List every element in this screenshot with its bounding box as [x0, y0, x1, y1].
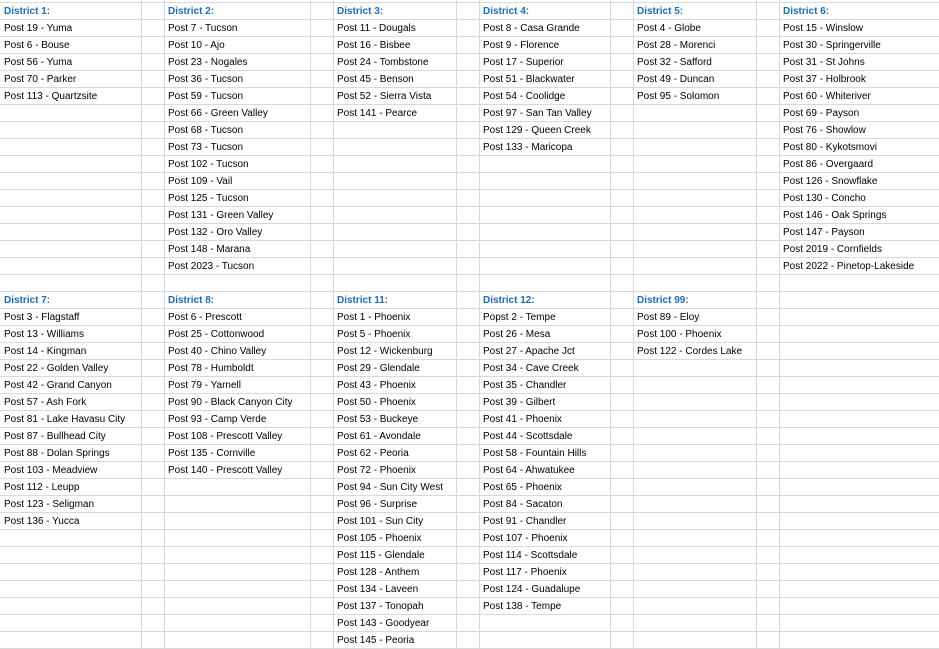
post-cell[interactable]: Post 58 - Fountain Hills [483, 448, 587, 459]
post-cell[interactable]: Post 34 - Cave Creek [483, 363, 579, 374]
post-cell[interactable]: Post 88 - Dolan Springs [4, 448, 110, 459]
district-header[interactable]: District 4: [483, 6, 530, 17]
post-cell[interactable]: Post 36 - Tucson [168, 74, 244, 85]
post-cell[interactable]: Post 35 - Chandler [483, 380, 567, 391]
post-cell[interactable]: Post 25 - Cottonwood [168, 329, 265, 340]
district-header[interactable]: District 99: [637, 295, 689, 306]
post-cell[interactable]: Post 94 - Sun City West [337, 482, 443, 493]
post-cell[interactable]: Post 60 - Whiteriver [783, 91, 871, 102]
post-cell[interactable]: Post 114 - Scottsdale [483, 550, 578, 561]
post-cell[interactable]: Post 125 - Tucson [168, 193, 249, 204]
post-cell[interactable]: Post 123 - Seligman [4, 499, 95, 510]
post-cell[interactable]: Post 136 - Yucca [4, 516, 80, 527]
post-cell[interactable]: Post 124 - Guadalupe [483, 584, 581, 595]
post-cell[interactable]: Post 108 - Prescott Valley [168, 431, 283, 442]
post-cell[interactable]: Post 132 - Oro Valley [168, 227, 263, 238]
post-cell[interactable]: Post 30 - Springerville [783, 40, 881, 51]
post-cell[interactable]: Post 4 - Globe [637, 23, 701, 34]
post-cell[interactable]: Post 95 - Solomon [637, 91, 720, 102]
district-header[interactable]: District 7: [4, 295, 51, 306]
post-cell[interactable]: Post 117 - Phoenix [483, 567, 567, 578]
post-cell[interactable]: Post 135 - Cornville [168, 448, 256, 459]
post-cell[interactable]: Post 5 - Phoenix [337, 329, 411, 340]
post-cell[interactable]: Post 147 - Payson [783, 227, 865, 238]
post-cell[interactable]: Post 78 - Humboldt [168, 363, 254, 374]
post-cell[interactable]: Post 39 - Gilbert [483, 397, 556, 408]
post-cell[interactable]: Post 145 - Peoria [337, 635, 415, 646]
post-cell[interactable]: Post 31 - St Johns [783, 57, 865, 68]
post-cell[interactable]: Post 23 - Nogales [168, 57, 248, 68]
post-cell[interactable]: Post 128 - Anthem [337, 567, 420, 578]
post-cell[interactable]: Post 146 - Oak Springs [783, 210, 887, 221]
post-cell[interactable]: Post 10 - Ajo [168, 40, 225, 51]
post-cell[interactable]: Post 107 - Phoenix [483, 533, 568, 544]
post-cell[interactable]: Post 37 - Holbrook [783, 74, 866, 85]
district-header[interactable]: District 1: [4, 6, 51, 17]
district-header[interactable]: District 2: [168, 6, 215, 17]
post-cell[interactable]: Post 49 - Duncan [637, 74, 715, 85]
post-cell[interactable]: Post 43 - Phoenix [337, 380, 416, 391]
post-cell[interactable]: Post 90 - Black Canyon City [168, 397, 293, 408]
post-cell[interactable]: Post 103 - Meadview [4, 465, 98, 476]
post-cell[interactable]: Post 69 - Payson [783, 108, 860, 119]
post-cell[interactable]: Post 56 - Yuma [4, 57, 73, 68]
post-cell[interactable]: Post 72 - Phoenix [337, 465, 416, 476]
post-cell[interactable]: Post 59 - Tucson [168, 91, 244, 102]
post-cell[interactable]: Post 7 - Tucson [168, 23, 238, 34]
post-cell[interactable]: Post 13 - Williams [4, 329, 85, 340]
post-cell[interactable]: Post 62 - Peoria [337, 448, 409, 459]
post-cell[interactable]: Post 29 - Glendale [337, 363, 420, 374]
post-cell[interactable]: Post 6 - Prescott [168, 312, 242, 323]
post-cell[interactable]: Post 53 - Buckeye [337, 414, 419, 425]
post-cell[interactable]: Post 32 - Safford [637, 57, 712, 68]
post-cell[interactable]: Post 101 - Sun City [337, 516, 424, 527]
post-cell[interactable]: Post 17 - Superior [483, 57, 564, 68]
post-cell[interactable]: Post 76 - Showlow [783, 125, 866, 136]
post-cell[interactable]: Post 70 - Parker [4, 74, 77, 85]
post-cell[interactable]: Post 138 - Tempe [483, 601, 562, 612]
post-cell[interactable]: Post 91 - Chandler [483, 516, 567, 527]
post-cell[interactable]: Post 109 - Vail [168, 176, 233, 187]
post-cell[interactable]: Post 80 - Kykotsmovi [783, 142, 877, 153]
post-cell[interactable]: Post 54 - Coolidge [483, 91, 566, 102]
district-header[interactable]: District 5: [637, 6, 684, 17]
post-cell[interactable]: Post 84 - Sacaton [483, 499, 563, 510]
post-cell[interactable]: Post 2023 - Tucson [168, 261, 255, 272]
post-cell[interactable]: Post 89 - Eloy [637, 312, 700, 323]
post-cell[interactable]: Post 81 - Lake Havasu City [4, 414, 126, 425]
post-cell[interactable]: Post 143 - Goodyear [337, 618, 430, 629]
post-cell[interactable]: Post 68 - Tucson [168, 125, 244, 136]
post-cell[interactable]: Post 133 - Maricopa [483, 142, 573, 153]
post-cell[interactable]: Post 134 - Laveen [337, 584, 419, 595]
post-cell[interactable]: Post 51 - Blackwater [483, 74, 575, 85]
post-cell[interactable]: Post 2022 - Pinetop-Lakeside [783, 261, 915, 272]
post-cell[interactable]: Post 44 - Scottsdale [483, 431, 573, 442]
post-cell[interactable]: Post 57 - Ash Fork [4, 397, 87, 408]
post-cell[interactable]: Post 122 - Cordes Lake [637, 346, 743, 357]
post-cell[interactable]: Post 15 - Winslow [783, 23, 864, 34]
post-cell[interactable]: Post 19 - Yuma [4, 23, 73, 34]
post-cell[interactable]: Post 64 - Ahwatukee [483, 465, 575, 476]
post-cell[interactable]: Post 115 - Glendale [337, 550, 425, 561]
post-cell[interactable]: Post 105 - Phoenix [337, 533, 422, 544]
post-cell[interactable]: Post 6 - Bouse [4, 40, 70, 51]
district-header[interactable]: District 6: [783, 6, 830, 17]
district-header[interactable]: District 3: [337, 6, 384, 17]
post-cell[interactable]: Post 130 - Concho [783, 193, 866, 204]
post-cell[interactable]: Post 129 - Queen Creek [483, 125, 591, 136]
post-cell[interactable]: Post 100 - Phoenix [637, 329, 722, 340]
post-cell[interactable]: Post 45 - Benson [337, 74, 414, 85]
post-cell[interactable]: Post 148 - Marana [168, 244, 251, 255]
post-cell[interactable]: Post 61 - Avondale [337, 431, 421, 442]
post-cell[interactable]: Post 16 - Bisbee [337, 40, 411, 51]
post-cell[interactable]: Post 40 - Chino Valley [168, 346, 267, 357]
post-cell[interactable]: Post 126 - Snowflake [783, 176, 878, 187]
post-cell[interactable]: Post 97 - San Tan Valley [483, 108, 592, 119]
post-cell[interactable]: Post 131 - Green Valley [168, 210, 274, 221]
post-cell[interactable]: Post 79 - Yarnell [168, 380, 242, 391]
post-cell[interactable]: Post 9 - Florence [483, 40, 560, 51]
post-cell[interactable]: Post 141 - Pearce [337, 108, 418, 119]
district-header[interactable]: District 12: [483, 295, 535, 306]
post-cell[interactable]: Post 1 - Phoenix [337, 312, 411, 323]
post-cell[interactable]: Post 14 - Kingman [4, 346, 87, 357]
post-cell[interactable]: Post 50 - Phoenix [337, 397, 416, 408]
post-cell[interactable]: Post 22 - Golden Valley [4, 363, 109, 374]
post-cell[interactable]: Post 113 - Quartzsite [4, 91, 98, 102]
post-cell[interactable]: Post 26 - Mesa [483, 329, 551, 340]
post-cell[interactable]: Post 87 - Bullhead City [4, 431, 106, 442]
post-cell[interactable]: Post 102 - Tucson [168, 159, 249, 170]
post-cell[interactable]: Post 42 - Grand Canyon [4, 380, 112, 391]
post-cell[interactable]: Post 112 - Leupp [4, 482, 80, 493]
district-header[interactable]: District 8: [168, 295, 215, 306]
post-cell[interactable]: Post 140 - Prescott Valley [168, 465, 283, 476]
post-cell[interactable]: Post 28 - Morenci [637, 40, 716, 51]
post-cell[interactable]: Post 86 - Overgaard [783, 159, 874, 170]
post-cell[interactable]: Post 27 - Apache Jct [483, 346, 575, 357]
post-cell[interactable]: Post 2019 - Cornfields [783, 244, 882, 255]
post-cell[interactable]: Post 137 - Tonopah [337, 601, 424, 612]
post-cell[interactable]: Post 3 - Flagstaff [4, 312, 80, 323]
post-cell[interactable]: Post 24 - Tombstone [337, 57, 429, 68]
post-cell[interactable]: Post 12 - Wickenburg [337, 346, 433, 357]
post-cell[interactable]: Post 52 - Sierra Vista [337, 91, 432, 102]
post-cell[interactable]: Post 65 - Phoenix [483, 482, 562, 493]
post-cell[interactable]: Post 41 - Phoenix [483, 414, 562, 425]
post-cell[interactable]: Post 66 - Green Valley [168, 108, 268, 119]
post-cell[interactable]: Post 73 - Tucson [168, 142, 244, 153]
post-cell[interactable]: Post 96 - Surprise [337, 499, 418, 510]
post-cell[interactable]: Post 8 - Casa Grande [483, 23, 580, 34]
post-cell[interactable]: Post 93 - Camp Verde [168, 414, 267, 425]
district-header[interactable]: District 11: [337, 295, 389, 306]
post-cell[interactable]: Popst 2 - Tempe [483, 312, 556, 323]
post-cell[interactable]: Post 11 - Dougals [337, 23, 416, 34]
